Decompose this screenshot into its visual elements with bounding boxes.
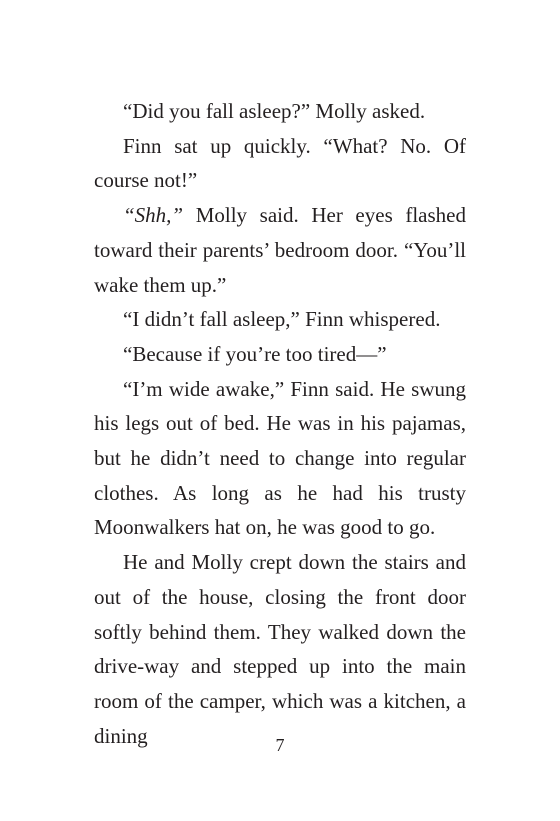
- page-number: 7: [275, 735, 285, 755]
- italic-dialogue: “Shh,”: [123, 203, 184, 228]
- paragraph-text: “I’m wide awake,” Finn said. He swung his legs out of bed. He was in his pajamas, but he didn’t need to change into regular clothes. As long as he had his trusty Moonwalkers hat on, he was good to go.: [94, 376, 466, 540]
- paragraph: [94, 545, 466, 753]
- paragraph: [94, 337, 466, 372]
- paragraph: [94, 94, 466, 129]
- paragraph: [94, 198, 466, 302]
- paragraph-text: Finn sat up quickly. “What? No. Of course not!”: [94, 133, 466, 193]
- paragraph: [94, 372, 466, 546]
- paragraph-text: He and Molly crept down the stairs and out of the house, closing the front door softly behind them. They walked down the drive-way and stepped up into the main room of the camper, which was a kitchen, a dining: [94, 550, 466, 748]
- paragraph-text: “I didn’t fall asleep,” Finn whispered.: [123, 307, 441, 332]
- paragraph: [94, 129, 466, 198]
- paragraph-text: Molly said. Her eyes flashed toward their parents’ bedroom door. “You’ll wake them up.”: [94, 203, 466, 297]
- paragraph-text: “Did you fall asleep?” Molly asked.: [123, 99, 426, 123]
- body-text: [94, 94, 466, 753]
- paragraph: [94, 302, 466, 337]
- paragraph-text: “Because if you’re too tired—”: [123, 341, 387, 366]
